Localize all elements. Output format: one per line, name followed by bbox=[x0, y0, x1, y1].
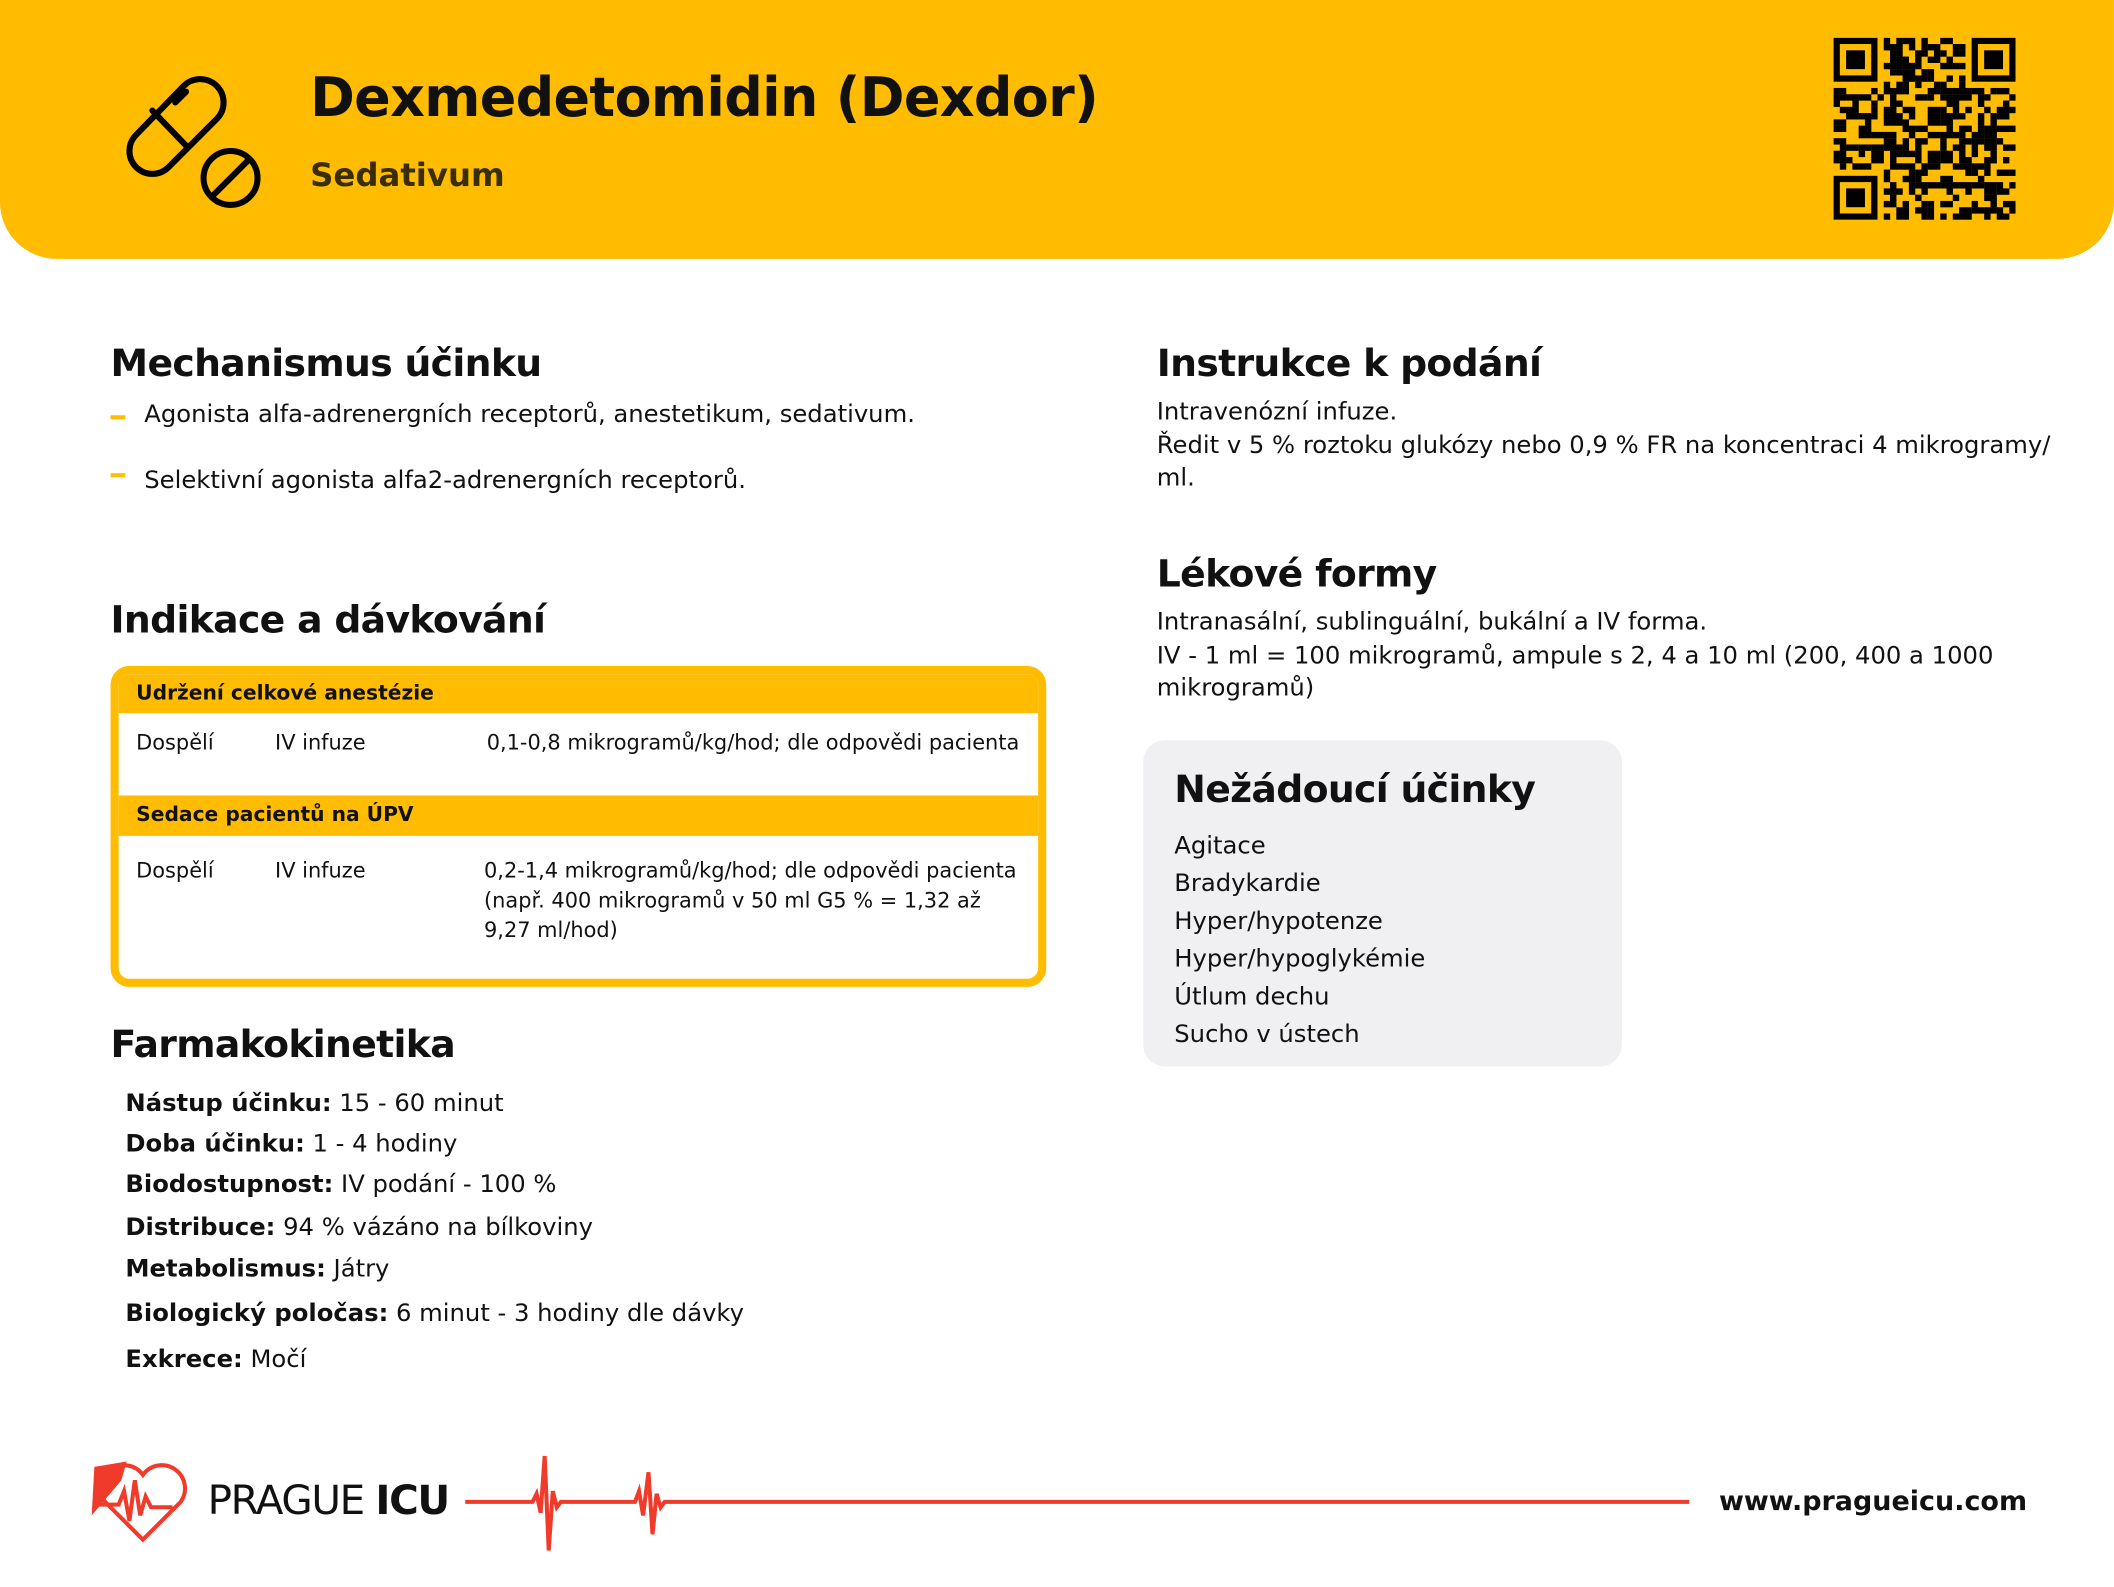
forms-line: IV - 1 ml = 100 mikrogramů, ampule s 2, 4 a 10 ml (200, 400 a 1000 bbox=[1156, 641, 1994, 671]
dosage-dose: 0,2-1,4 mikrogramů/kg/hod; dle odpovědi pacienta bbox=[484, 858, 1017, 884]
ecg-line-icon bbox=[465, 1453, 1692, 1553]
dosage-route: IV infuze bbox=[275, 730, 366, 755]
pk-item bbox=[125, 1170, 556, 1198]
dosage-dose: 9,27 ml/hod) bbox=[484, 918, 618, 943]
pk-value: Játry bbox=[325, 1255, 390, 1284]
dosage-dose: (např. 400 mikrogramů v 50 ml G5 % = 1,32 až bbox=[484, 888, 981, 913]
dosage-population: Dospělí bbox=[136, 858, 214, 884]
bullet-dash bbox=[111, 473, 126, 477]
pharmacokinetics-heading: Farmakokinetika bbox=[110, 1021, 456, 1067]
pk-item bbox=[125, 1300, 744, 1328]
pk-value: 15 - 60 minut bbox=[331, 1089, 504, 1118]
adverse-item: Agitace bbox=[1174, 831, 1266, 861]
adverse-item: Hyper/hypoglykémie bbox=[1174, 945, 1426, 974]
pk-item bbox=[125, 1130, 457, 1158]
pk-item bbox=[125, 1089, 503, 1117]
pk-label: Distribuce: bbox=[125, 1213, 276, 1242]
bullet-dash bbox=[111, 415, 126, 419]
website-url[interactable]: www.pragueicu.com bbox=[1718, 1484, 2028, 1517]
pk-value: 6 minut - 3 hodiny dle dávky bbox=[388, 1299, 744, 1328]
pk-label: Exkrece: bbox=[125, 1345, 243, 1374]
header-banner bbox=[0, 0, 2114, 259]
adverse-item: Bradykardie bbox=[1174, 869, 1321, 898]
pk-value: IV podání - 100 % bbox=[333, 1170, 557, 1199]
brand-bold: ICU bbox=[375, 1477, 449, 1525]
brand-light: PRAGUE bbox=[207, 1477, 364, 1525]
dosage-dose: 0,1-0,8 mikrogramů/kg/hod; dle odpovědi pacienta bbox=[486, 730, 1020, 755]
adverse-heading: Nežádoucí účinky bbox=[1174, 767, 1536, 812]
brand-name bbox=[208, 1478, 449, 1525]
pk-label: Biodostupnost: bbox=[125, 1170, 334, 1199]
mechanism-item: Agonista alfa-adrenergních receptorů, anestetikum, sedativum. bbox=[144, 400, 915, 429]
administration-line: ml. bbox=[1156, 463, 1195, 493]
pk-label: Doba účinku: bbox=[125, 1129, 305, 1159]
administration-line: Intravenózní infuze. bbox=[1156, 397, 1398, 427]
heart-logo-icon bbox=[89, 1453, 197, 1550]
drug-class: Sedativum bbox=[310, 156, 505, 195]
pill-icon bbox=[116, 70, 267, 213]
pk-value: 94 % vázáno na bílkoviny bbox=[275, 1213, 593, 1242]
pk-value: Močí bbox=[242, 1345, 307, 1374]
dosage-table bbox=[111, 666, 1047, 987]
adverse-effects-panel bbox=[1143, 740, 1622, 1066]
forms-line: Intranasální, sublinguální, bukální a IV forma. bbox=[1156, 608, 1708, 637]
mechanism-item: Selektivní agonista alfa2-adrenergních receptorů. bbox=[144, 466, 746, 495]
dosage-route: IV infuze bbox=[275, 858, 366, 884]
pk-item bbox=[125, 1346, 306, 1374]
pk-label: Biologický poločas: bbox=[125, 1299, 389, 1328]
drug-title: Dexmedetomidin (Dexdor) bbox=[310, 67, 1099, 130]
dosage-population: Dospělí bbox=[136, 730, 214, 755]
adverse-item: Sucho v ústech bbox=[1174, 1020, 1360, 1049]
pk-item bbox=[125, 1213, 593, 1241]
qr-code bbox=[1834, 38, 2016, 220]
pk-label: Nástup účinku: bbox=[125, 1089, 332, 1118]
indications-heading: Indikace a dávkování bbox=[110, 597, 546, 642]
forms-heading: Lékové formy bbox=[1156, 551, 1437, 596]
administration-line: Ředit v 5 % roztoku glukózy nebo 0,9 % FR na koncentraci 4 mikrogramy/ bbox=[1156, 431, 2051, 460]
dosage-group-title: Sedace pacientů na ÚPV bbox=[119, 795, 1038, 835]
pk-value: 1 - 4 hodiny bbox=[304, 1129, 458, 1159]
dosage-group-title: Udržení celkové anestézie bbox=[119, 674, 1038, 713]
adverse-item: Hyper/hypotenze bbox=[1174, 907, 1383, 936]
administration-heading: Instrukce k podání bbox=[1156, 341, 1542, 386]
pk-item bbox=[125, 1255, 389, 1283]
footer bbox=[89, 1453, 1707, 1561]
pk-label: Metabolismus: bbox=[125, 1255, 326, 1284]
mechanism-heading: Mechanismus účinku bbox=[110, 341, 542, 386]
forms-line: mikrogramů) bbox=[1156, 674, 1315, 703]
adverse-item: Útlum dechu bbox=[1174, 982, 1330, 1012]
